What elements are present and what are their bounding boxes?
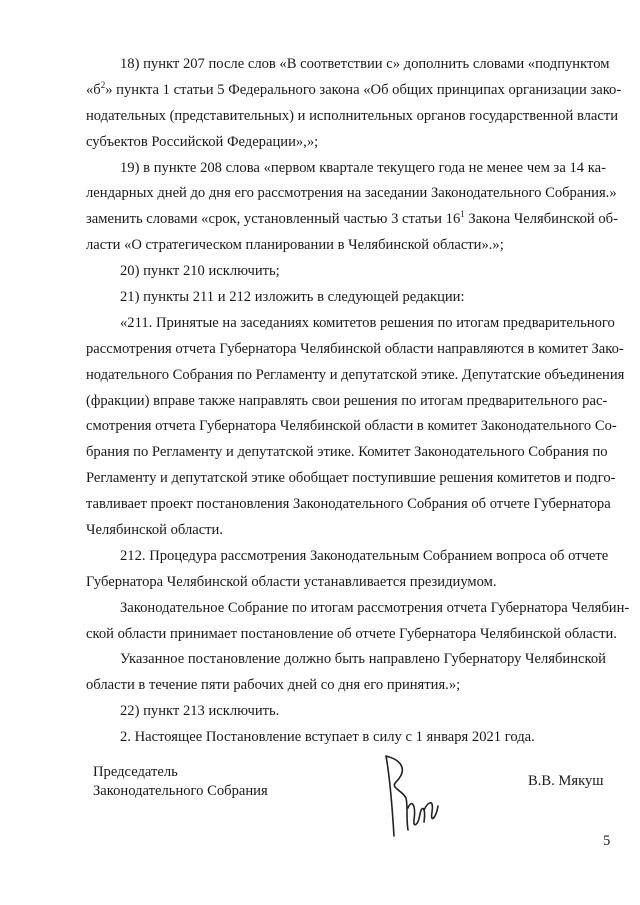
text-line: 2. Настоящее Постановление вступает в силу с 1 января 2021 года. [120,729,535,746]
text-line: рассмотрения отчета Губернатора Челябинской области направляются в комитет Зако- [86,340,624,357]
handwritten-signature [372,748,447,843]
text-line: 21) пункты 211 и 212 изложить в следующей редакции: [120,289,465,306]
text-line: брания по Регламенту и депутатской этике. Комитет Законодательного Собрания по [86,444,608,461]
text-line: ласти «О стратегическом планировании в Челябинской области».»; [86,237,504,254]
text-line: (фракции) вправе также направлять свои решения по итогам предварительного рас- [86,392,608,409]
page-number: 5 [603,833,611,849]
text-line: «$б^2$» пункта 1 статьи 5 Федерального закона «Об общих принципах организации зако- [86,80,622,98]
text-line: Регламенту и депутатской этике обобщает поступившие решения комитетов и подго- [86,470,616,487]
text-line: Указанное постановление должно быть направлено Губернатору Челябинской [120,651,606,668]
text-line: ской области принимает постановление об отчете Губернатора Челябинской области. [86,625,617,642]
text-line: субъектов Российской Федерации»,»; [86,133,319,150]
signatory-title [93,763,268,801]
signatory-name: В.В. Мякуш [528,773,604,789]
text-line: Челябинской области. [86,522,224,539]
text-line: тавливает проект постановления Законодательного Собрания об отчете Губернатора [86,496,611,513]
text-line: Законодательное Собрание по итогам рассмотрения отчета Губернатора Челябин- [120,599,630,616]
text-line: 20) пункт 210 исключить; [120,263,280,280]
text-line: смотрения отчета Губернатора Челябинской области в комитет Законодательного Со- [86,418,617,435]
text-line: 212. Процедура рассмотрения Законодательным Собранием вопроса об отчете [120,547,609,564]
text-line: Губернатора Челябинской области устанавливается президиумом. [86,573,497,590]
text-line: области в течение пяти рабочих дней со дня его принятия.»; [86,677,461,694]
text-line: «211. Принятые на заседаниях комитетов решения по итогам предварительного [120,314,615,331]
text-line: заменить словами «срок, установленный частью 3 статьи $16^1$ Закона Челябинской об- [86,209,618,228]
text-line: нодательного Собрания по Регламенту и депутатской этике. Депутатские объединения [86,366,625,383]
text-line: 22) пункт 213 исключить. [120,703,280,720]
document-body [86,52,630,751]
signatory-title-line1: Председатель [93,764,178,780]
text-line: 19) в пункте 208 слова «первом квартале текущего года не менее чем за 14 ка- [120,159,606,176]
text-line: нодательных (представительных) и исполнительных органов государственной власти [86,107,619,124]
text-line: 18) пункт 207 после слов «В соответствии с» дополнить словами «подпунктом [120,56,610,72]
signatory-title-line2: Законодательного Собрания [93,783,268,799]
text-line: лендарных дней до дня его рассмотрения на заседании Законодательного Собрания.» [86,185,617,202]
